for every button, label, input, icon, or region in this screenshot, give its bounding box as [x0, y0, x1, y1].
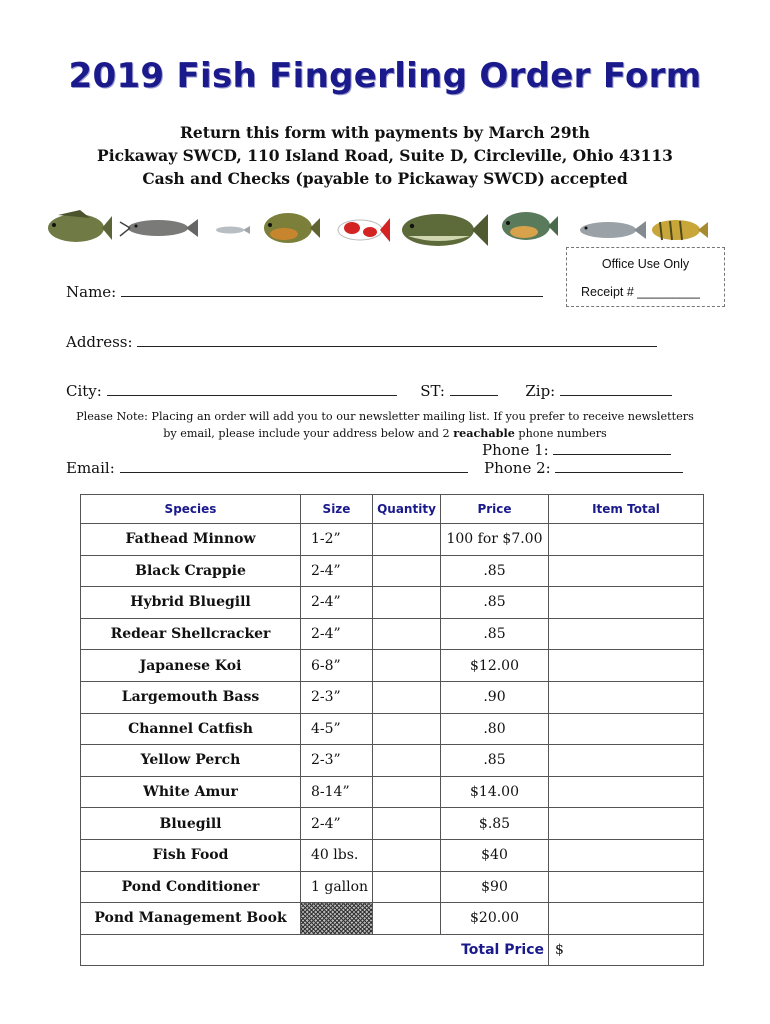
species-cell: Hybrid Bluegill [81, 587, 301, 619]
species-cell: Channel Catfish [81, 713, 301, 745]
item-total-input[interactable] [549, 555, 704, 587]
city-label: City: [66, 382, 102, 400]
name-row [66, 283, 543, 301]
minnow-icon [216, 226, 250, 234]
yellow-perch-icon [652, 220, 708, 240]
quantity-input[interactable] [373, 618, 441, 650]
table-row [81, 650, 704, 682]
size-cell: 4-5” [301, 713, 373, 745]
price-cell: $.85 [441, 808, 549, 840]
koi-icon [338, 218, 390, 242]
phone2-input[interactable] [555, 460, 683, 473]
address-row [66, 333, 657, 351]
species-cell: Fathead Minnow [81, 524, 301, 556]
price-cell: 100 for $7.00 [441, 524, 549, 556]
state-label: ST: [420, 382, 445, 400]
total-price-label: Total Price [81, 934, 549, 966]
species-cell: Bluegill [81, 808, 301, 840]
table-row [81, 776, 704, 808]
quantity-input[interactable] [373, 776, 441, 808]
header-price: Price [441, 495, 549, 524]
quantity-input[interactable] [373, 745, 441, 777]
city-row [66, 382, 672, 400]
quantity-input[interactable] [373, 587, 441, 619]
item-total-input[interactable] [549, 871, 704, 903]
quantity-input[interactable] [373, 681, 441, 713]
price-cell: .85 [441, 745, 549, 777]
header-item-total: Item Total [549, 495, 704, 524]
state-input[interactable] [450, 383, 498, 396]
price-cell: .90 [441, 681, 549, 713]
item-total-input[interactable] [549, 808, 704, 840]
address-label: Address: [66, 333, 133, 351]
price-cell: $14.00 [441, 776, 549, 808]
table-row [81, 618, 704, 650]
quantity-input[interactable] [373, 524, 441, 556]
header-size: Size [301, 495, 373, 524]
species-cell: Yellow Perch [81, 745, 301, 777]
intro-text [0, 121, 770, 190]
item-total-input[interactable] [549, 839, 704, 871]
size-cell: 2-4” [301, 808, 373, 840]
size-cell: 1-2” [301, 524, 373, 556]
white-amur-icon [580, 221, 646, 239]
size-cell: 1 gallon [301, 871, 373, 903]
name-input[interactable] [121, 284, 543, 297]
price-cell: $12.00 [441, 650, 549, 682]
species-cell: Pond Management Book [81, 903, 301, 935]
bluegill-icon [502, 212, 558, 240]
catfish-icon [120, 219, 198, 237]
note-line-2: by email, please include your address below and 2 reachable phone numbers [163, 426, 607, 440]
address-input[interactable] [137, 334, 657, 347]
price-cell: $90 [441, 871, 549, 903]
size-cell: 8-14” [301, 776, 373, 808]
phone1-row [482, 441, 671, 459]
item-total-input[interactable] [549, 776, 704, 808]
item-total-input[interactable] [549, 903, 704, 935]
bass-icon [402, 214, 488, 246]
quantity-input[interactable] [373, 839, 441, 871]
sunfish-icon [264, 213, 320, 243]
species-cell: Japanese Koi [81, 650, 301, 682]
phone2-label: Phone 2: [484, 459, 551, 477]
item-total-input[interactable] [549, 618, 704, 650]
email-input[interactable] [120, 460, 468, 473]
address-line: Pickaway SWCD, 110 Island Road, Suite D, Circleville, Ohio 43113 [97, 146, 673, 165]
price-cell: $40 [441, 839, 549, 871]
species-cell: Redear Shellcracker [81, 618, 301, 650]
table-row [81, 903, 704, 935]
size-cell: 6-8” [301, 650, 373, 682]
item-total-input[interactable] [549, 713, 704, 745]
item-total-input[interactable] [549, 650, 704, 682]
email-row [66, 459, 468, 477]
table-row [81, 745, 704, 777]
table-row [81, 839, 704, 871]
price-cell: .85 [441, 555, 549, 587]
total-price-value[interactable]: $ [549, 934, 704, 966]
zip-input[interactable] [560, 383, 672, 396]
email-label: Email: [66, 459, 115, 477]
quantity-input[interactable] [373, 650, 441, 682]
name-label: Name: [66, 283, 117, 301]
species-cell: Largemouth Bass [81, 681, 301, 713]
payment-line: Cash and Checks (payable to Pickaway SWCD) accepted [142, 169, 628, 188]
newsletter-note [60, 409, 710, 442]
item-total-input[interactable] [549, 524, 704, 556]
size-cell: 2-4” [301, 555, 373, 587]
quantity-input[interactable] [373, 808, 441, 840]
office-use-title: Office Use Only [601, 257, 690, 271]
crappie-fish-icon [48, 210, 112, 242]
size-cell-hatched [301, 903, 373, 935]
item-total-input[interactable] [549, 587, 704, 619]
price-cell: .85 [441, 618, 549, 650]
table-row [81, 681, 704, 713]
quantity-input[interactable] [373, 871, 441, 903]
species-cell: Fish Food [81, 839, 301, 871]
price-cell: $20.00 [441, 903, 549, 935]
total-row [81, 934, 704, 966]
phone1-label: Phone 1: [482, 441, 549, 459]
table-header-row [81, 495, 704, 524]
table-row [81, 555, 704, 587]
receipt-number: Receipt # _________ [581, 285, 700, 299]
table-row [81, 871, 704, 903]
phone1-input[interactable] [553, 442, 671, 455]
species-cell: White Amur [81, 776, 301, 808]
note-line-1: Please Note: Placing an order will add you to our newsletter mailing list. If you prefer to receive newsletters [76, 410, 694, 423]
office-use-box [566, 247, 725, 307]
table-row [81, 587, 704, 619]
order-table [80, 494, 704, 966]
price-cell: .85 [441, 587, 549, 619]
page-title: 2019 Fish Fingerling Order Form [68, 56, 702, 96]
price-cell: .80 [441, 713, 549, 745]
size-cell: 2-3” [301, 745, 373, 777]
table-row [81, 808, 704, 840]
quantity-input[interactable] [373, 903, 441, 935]
size-cell: 40 lbs. [301, 839, 373, 871]
city-input[interactable] [107, 383, 397, 396]
phone2-row [484, 459, 683, 477]
item-total-input[interactable] [549, 681, 704, 713]
species-cell: Black Crappie [81, 555, 301, 587]
zip-label: Zip: [525, 382, 556, 400]
quantity-input[interactable] [373, 555, 441, 587]
table-row [81, 524, 704, 556]
header-species: Species [81, 495, 301, 524]
table-row [81, 713, 704, 745]
header-quantity: Quantity [373, 495, 441, 524]
size-cell: 2-4” [301, 618, 373, 650]
quantity-input[interactable] [373, 713, 441, 745]
species-cell: Pond Conditioner [81, 871, 301, 903]
return-deadline-line: Return this form with payments by March 29th [180, 123, 590, 142]
size-cell: 2-3” [301, 681, 373, 713]
size-cell: 2-4” [301, 587, 373, 619]
item-total-input[interactable] [549, 745, 704, 777]
